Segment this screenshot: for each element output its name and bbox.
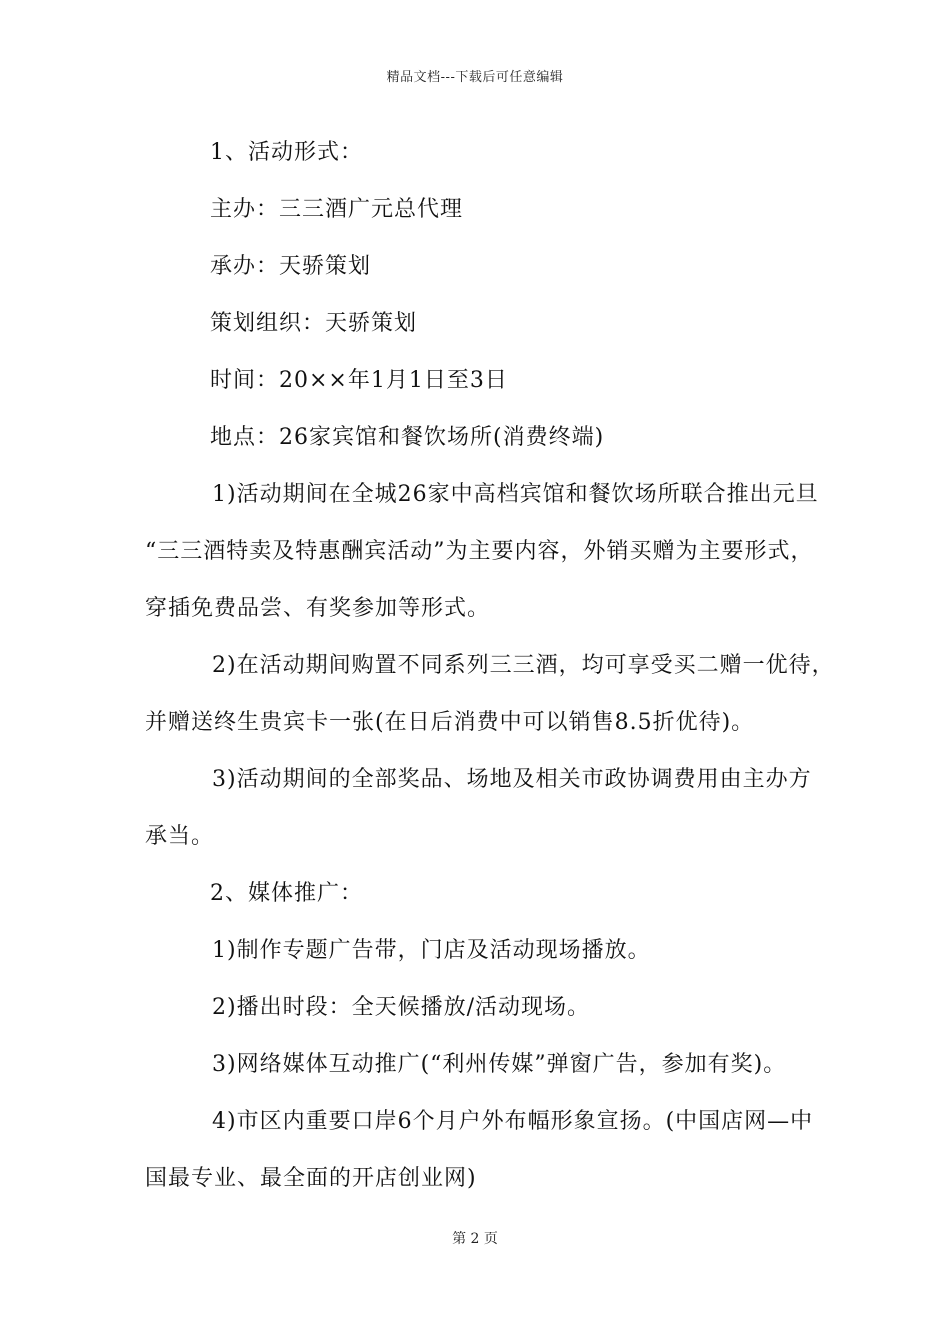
- paragraph-line: 3)活动期间的全部奖品、场地及相关市政协调费用由主办方: [212, 767, 812, 792]
- section-heading-media: 2、媒体推广：: [210, 881, 363, 906]
- paragraph-line: 并赠送终生贵宾卡一张(在日后消费中可以销售8.5折优待)。: [145, 710, 755, 735]
- paragraph-line: 承当。: [145, 824, 215, 849]
- undertaker-line: 承办：天骄策划: [210, 254, 372, 279]
- time-line: 时间：20××年1月1日至3日: [210, 368, 508, 393]
- media-item: 3)网络媒体互动推广(“利州传媒”弹窗广告，参加有奖)。: [212, 1052, 787, 1077]
- paragraph-line: 2)在活动期间购置不同系列三三酒，均可享受买二赠一优待，: [212, 653, 835, 678]
- location-line: 地点：26家宾馆和餐饮场所(消费终端): [210, 425, 605, 450]
- planning-org-line: 策划组织：天骄策划: [210, 311, 418, 336]
- paragraph-line: “三三酒特卖及特惠酬宾活动”为主要内容，外销买赠为主要形式，: [145, 539, 814, 564]
- page-header: 精品文档---下载后可任意编辑: [386, 70, 564, 85]
- media-item: 1)制作专题广告带，门店及活动现场播放。: [212, 938, 651, 963]
- media-item: 4)市区内重要口岸6个月户外布幅形象宣扬。(中国店网—中: [212, 1109, 814, 1134]
- section-heading-activity-form: 1、活动形式：: [210, 140, 363, 165]
- media-item: 国最专业、最全面的开店创业网): [145, 1166, 477, 1191]
- organizer-line: 主办：三三酒广元总代理: [210, 197, 464, 222]
- media-item: 2)播出时段：全天候播放/活动现场。: [212, 995, 590, 1020]
- page-number: 第 2 页: [452, 1231, 498, 1247]
- paragraph-line: 1)活动期间在全城26家中高档宾馆和餐饮场所联合推出元旦: [212, 482, 819, 507]
- paragraph-line: 穿插免费品尝、有奖参加等形式。: [145, 596, 491, 621]
